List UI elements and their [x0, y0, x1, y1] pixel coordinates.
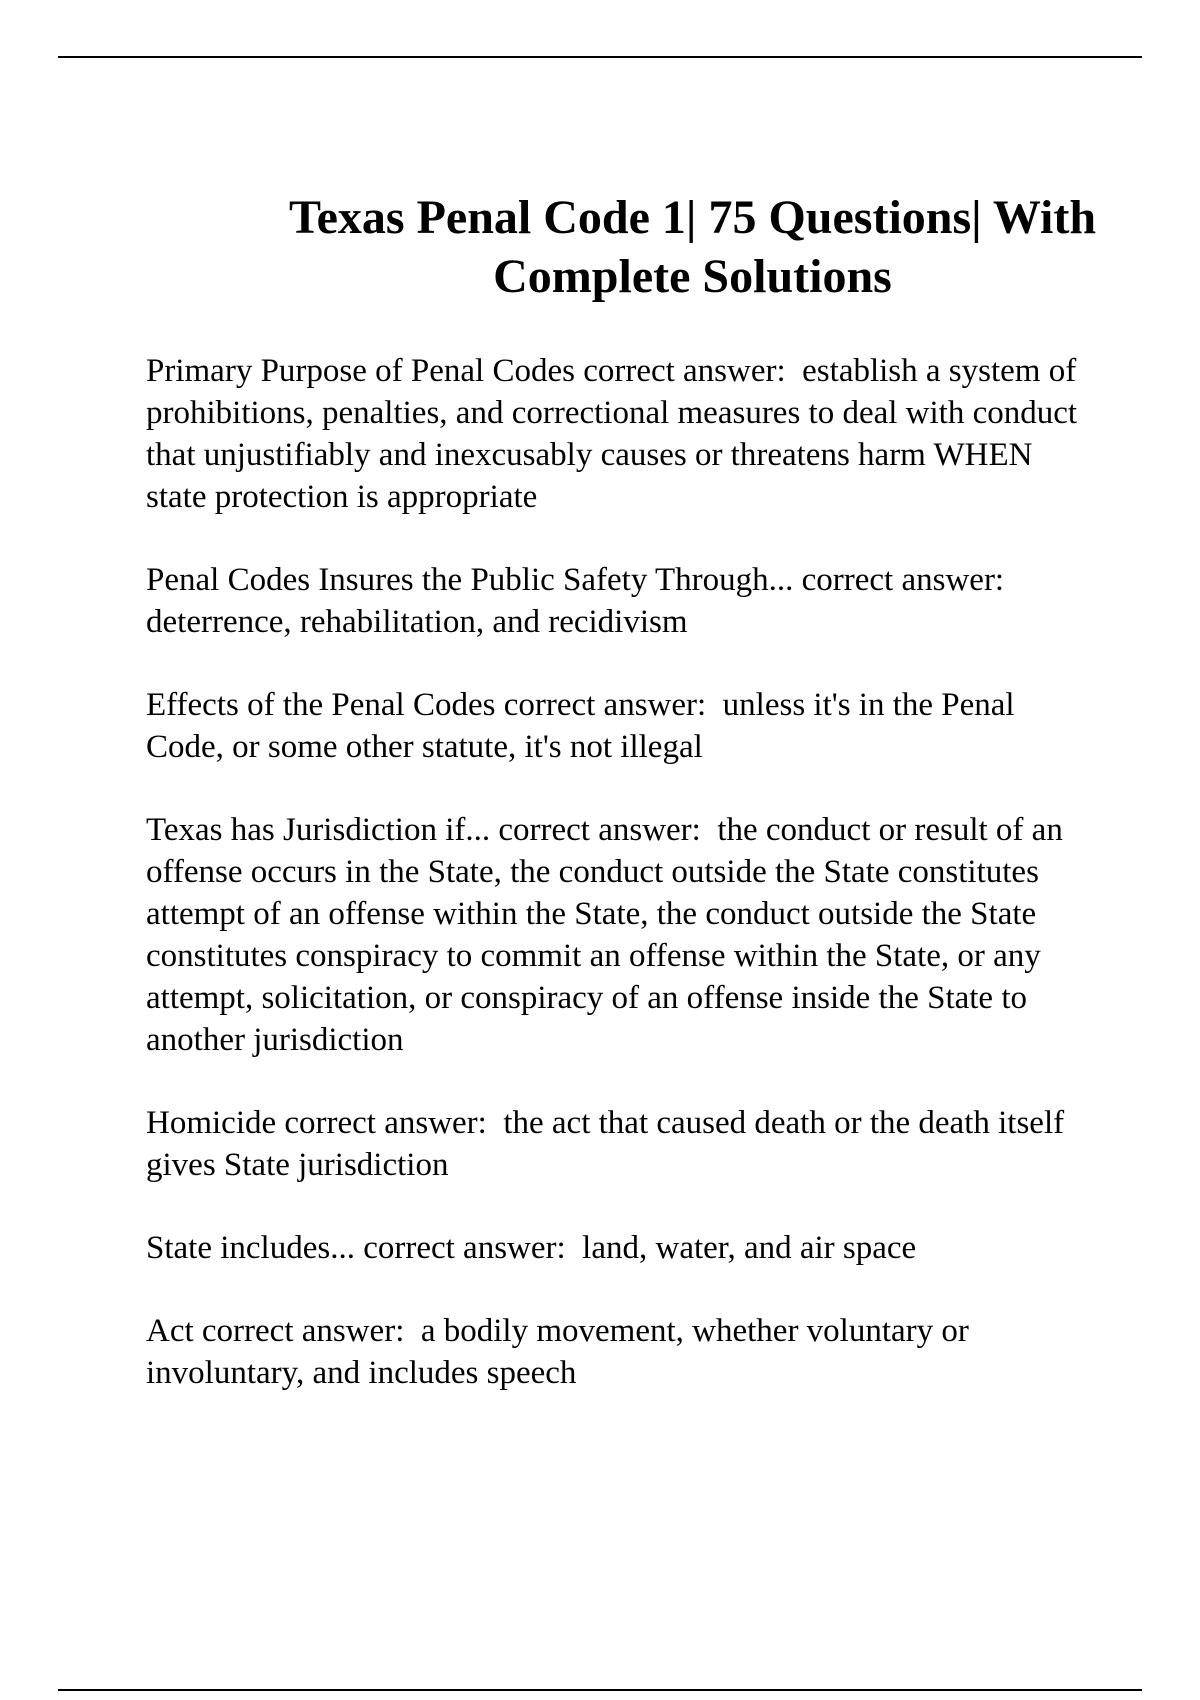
- qa-item-effects: Effects of the Penal Codes correct answer: unless it's in the Penal Code, or some other statute, it's not illegal: [146, 687, 1023, 765]
- qa-item-primary-purpose: Primary Purpose of Penal Codes correct answer: establish a system of prohibitions, penalties, and correctional measures to deal with conduct that unjustifiably and inexcusably causes or threatens harm WHEN state protection is appropriate: [146, 353, 1086, 515]
- document-title: Texas Penal Code 1| 75 Questions| With Complete Solutions: [288, 191, 1097, 303]
- qa-item-jurisdiction: Texas has Jurisdiction if... correct answer: the conduct or result of an offense occurs in the State, the conduct outside the State constitutes attempt of an offense within the State, the conduct outside the State constitutes conspiracy to commit an offense within the State, or any attempt, solicitation, or conspiracy of an offense inside the State to another jurisdiction: [146, 812, 1072, 1058]
- qa-item-state-includes: State includes... correct answer: land, water, and air space: [146, 1230, 917, 1266]
- qa-item-homicide: Homicide correct answer: the act that caused death or the death itself gives State jurisdiction: [146, 1105, 1073, 1183]
- header-rule: [58, 56, 1142, 58]
- qa-item-act: Act correct answer: a bodily movement, whether voluntary or involuntary, and includes speech: [146, 1313, 978, 1391]
- qa-item-public-safety: Penal Codes Insures the Public Safety Through... correct answer: deterrence, rehabilitation, and recidivism: [146, 562, 1021, 640]
- footer-rule: [58, 1689, 1142, 1691]
- question-answer-list: [146, 350, 1086, 1435]
